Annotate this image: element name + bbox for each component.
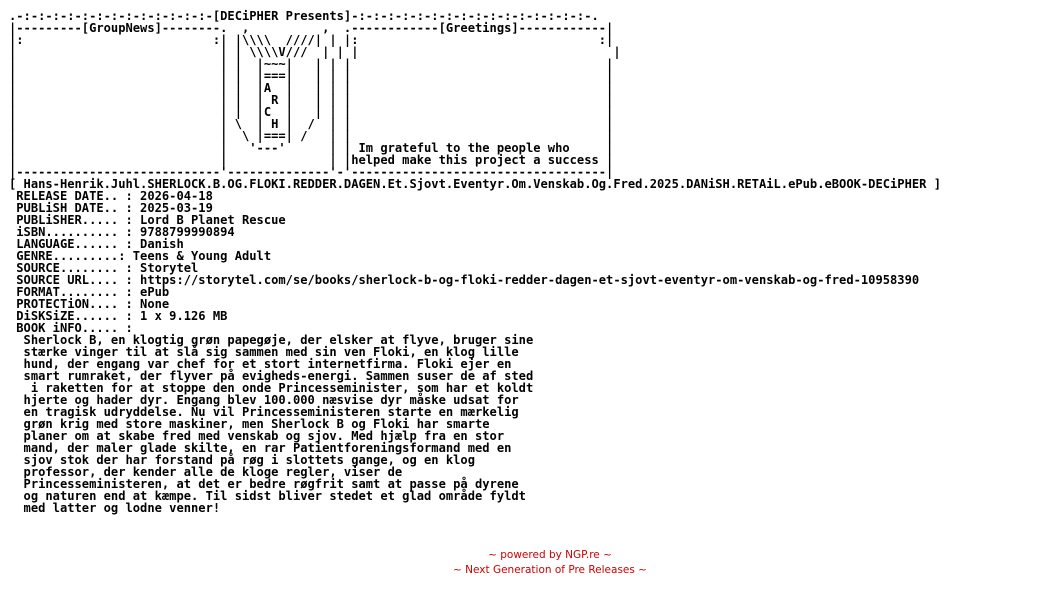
nfo-art-line: | | \ | H | / | | | (9, 117, 614, 131)
book-info-line: planer om at skabe fred med venskab og sjov. Med hjælp fra en stor (9, 429, 505, 443)
powered-by-text: ~ powered by NGP.re ~ (488, 549, 612, 561)
book-info-line: en tragisk udryddelse. Nu vil Princesseministeren starte en mærkelig (9, 405, 519, 419)
book-info-line: grøn krig med store maskiner, men Sherlock B og Floki har smarte (9, 417, 490, 431)
release-date-field: RELEASE DATE.. : 2026-04-18 (9, 189, 213, 203)
nfo-art-line: | | | |A | | | | | (9, 81, 614, 95)
book-info-line: smart rumraket, der flyver på evigheds-energi. Sammen suser de af sted (9, 369, 534, 383)
disksize-field: DiSKSiZE...... : 1 x 9.126 MB (9, 309, 228, 323)
book-info-label: BOOK iNFO..... : (9, 321, 133, 335)
book-info-line: stærke vinger til at slå sig sammen med sin ven Floki, en klog lille (9, 345, 519, 359)
source-url-field: SOURCE URL.... : https://storytel.com/se/books/sherlock-b-og-floki-redder-dagen-et-sjovt-eventyr-om-venskab-og-fred-10958390 (9, 273, 920, 287)
release-name: [ Hans-Henrik.Juhl.SHERLOCK.B.OG.FLOKI.REDDER.DAGEN.Et.Sjovt.Eventyr.Om.Venskab.Og.Fred.2025.DANiSH.RETAiL.ePub.eBOOK-DECiPHER ] (9, 177, 941, 191)
nfo-greetings-line: | | | |helped make this project a success | (9, 153, 614, 167)
nfo-greetings-line: | | '---' | | Im grateful to the people who | (9, 141, 614, 155)
language-field: LANGUAGE...... : Danish (9, 237, 184, 251)
format-field: FORMAT........ : ePub (9, 285, 170, 299)
publish-date-field: PUBLiSH DATE.. : 2025-03-19 (9, 201, 213, 215)
nfo-art-line: | | | |===| | | | | (9, 69, 614, 83)
source-field: SOURCE........ : Storytel (9, 261, 199, 275)
nfo-header-line: .-:-:-:-:-:-:-:-:-:-:-:-:-:-[DECiPHER Presents]-:-:-:-:-:-:-:-:-:-:-:-:-:-:-:-:-. (9, 9, 599, 23)
nfo-art-line: | | | \\\\V/// | | | | (9, 45, 621, 59)
genre-field: GENRE.........: Teens & Young Adult (9, 249, 272, 263)
book-info-line: professor, der kender alle de kloge regler, viser de (9, 465, 403, 479)
tagline-text: ~ Next Generation of Pre Releases ~ (453, 564, 647, 576)
isbn-field: iSBN.......... : 9788799990894 (9, 225, 235, 239)
nfo-art-line: | | | |C | | | | | (9, 105, 614, 119)
publisher-field: PUBLiSHER..... : Lord B Planet Rescue (9, 213, 286, 227)
book-info-line: Princesseministeren, at det er bedre røgfrit samt at passe på dyrene (9, 477, 519, 491)
book-info-line: mand, der maler glade skilte, en rar Patientforeningsformand med en (9, 441, 512, 455)
book-info-line: og naturen end at kæmpe. Til sidst bliver stedet et glad område fyldt (9, 489, 526, 503)
book-info-line: Sherlock B, en klogtig grøn papegøje, der elsker at flyve, bruger sine (9, 333, 534, 347)
book-info-line: med latter og lodne venner! (9, 501, 221, 515)
book-info-line: hund, der engang var chef for et stort internetfirma. Floki ejer en (9, 357, 512, 371)
nfo-art-line: |----------------------------'--------------'-'-----------------------------------| (9, 165, 614, 179)
book-info-line: sjov stok der har forstand på røg i slottets gange, og en klog (9, 453, 475, 467)
book-info-line: i raketten for at stoppe den onde Princesseminister, som har et koldt (9, 381, 534, 395)
nfo-art-line: | | \ |===| / | | | (9, 129, 614, 143)
nfo-art-line: | | | | R | | | | | (9, 93, 614, 107)
nfo-art-line: |: :| |\\\\ ////| | |: :| (9, 33, 614, 47)
footer (0, 548, 1040, 578)
book-info-line: hjerte og hader dyr. Engang blev 100.000 næsvise dyr måske udsat for (9, 393, 519, 407)
protection-field: PROTECTiON.... : None (9, 297, 170, 311)
nfo-art-line: |---------[GroupNews]--------. , , .------------[Greetings]------------| (9, 21, 614, 35)
nfo-art-line: | | | |~~~| | | | | (9, 57, 614, 71)
nfo-text-block (9, 10, 941, 514)
